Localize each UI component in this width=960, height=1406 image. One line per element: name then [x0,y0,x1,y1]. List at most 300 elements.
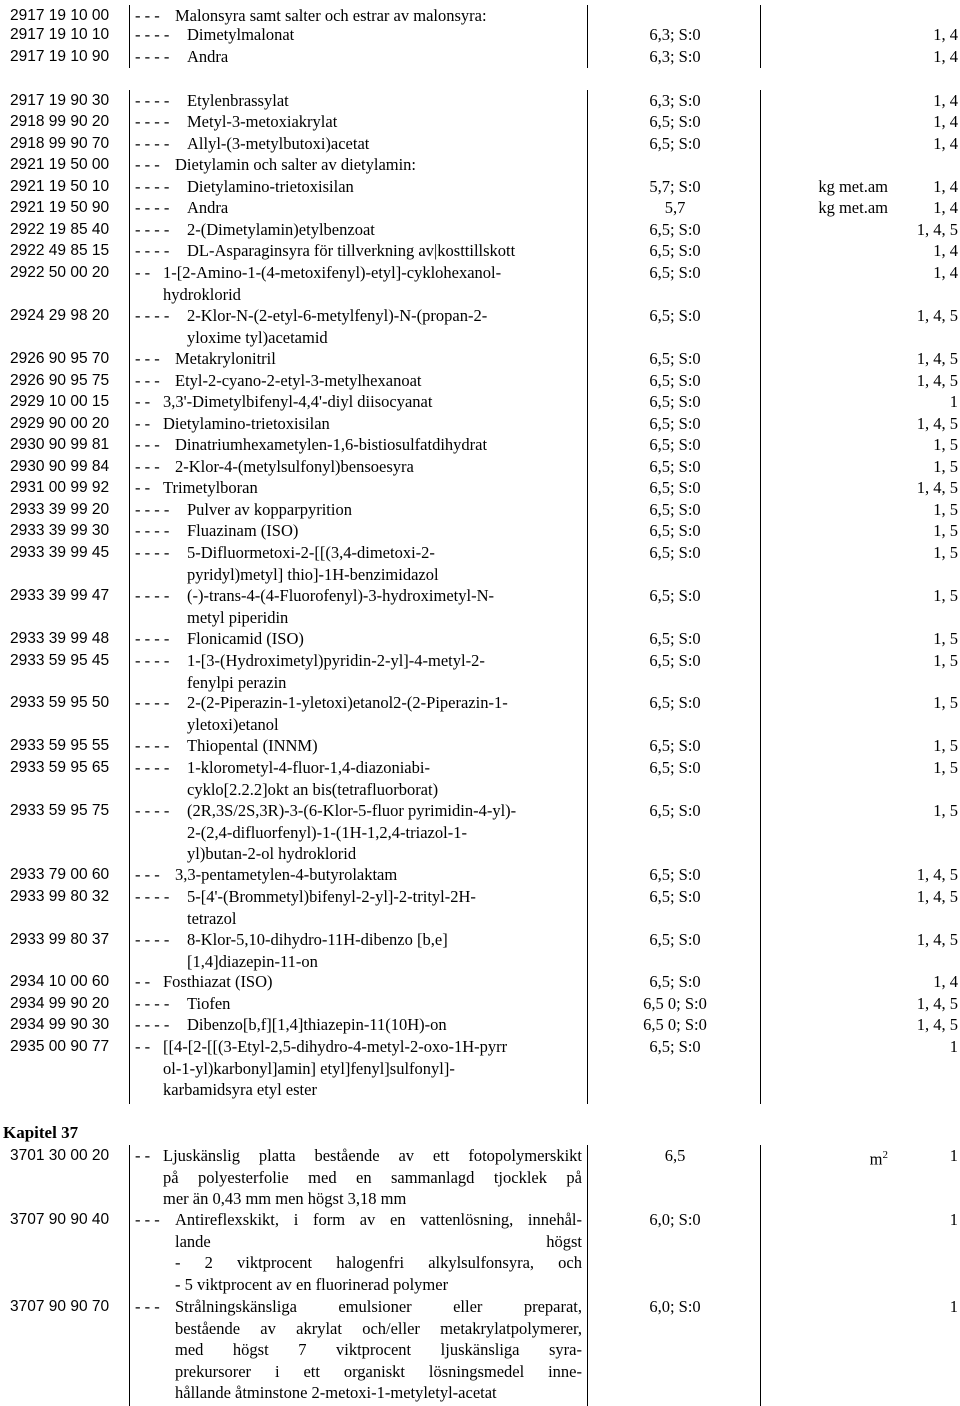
description-line: bestående av akrylat och/eller metakrylatpolymerer, [175,1318,582,1338]
column-rule [587,735,588,757]
footnote-refs: 1, 4, 5 [916,865,958,884]
column-rule [760,133,761,155]
column-rule [129,477,130,499]
column-rule [587,864,588,886]
footnote-refs: 1, 5 [933,758,958,777]
indent-dashes: - - - - [135,693,170,712]
description-line: - 5 viktprocent av en fluorinerad polymer [175,1274,449,1294]
indent-dashes: - - - - [135,91,170,110]
column-rule [129,1296,130,1406]
cn-code: 2917 19 10 00 [10,7,110,24]
column-rule [760,585,761,629]
column-rule [129,391,130,413]
footnote-refs: 1, 5 [933,543,958,562]
table-row [0,434,960,456]
description-line: Etylenbrassylat [187,91,289,110]
indent-dashes: - - - - [135,47,170,66]
duty-rate: 6,5; S:0 [649,500,701,519]
footnote-refs: 1, 4, 5 [916,1015,958,1034]
description-line: Allyl-(3-metylbutoxi)acetat [187,134,370,153]
goods-description [175,864,582,886]
description-line: 2-(2,4-difluorfenyl)-1-(1H-1,2,4-triazol-1- [187,822,467,842]
indent-dashes: - - - - [135,112,170,131]
goods-description [187,219,582,241]
duty-rate: 6,5; S:0 [649,586,701,605]
indent-dashes: - - - - [135,220,170,239]
duty-rate: 6,0; S:0 [649,1297,701,1316]
duty-rate: 6,3; S:0 [649,91,701,110]
column-rule [129,1145,130,1210]
column-rule [129,24,130,46]
column-rule [587,133,588,155]
footnote-refs: 1, 4, 5 [916,414,958,433]
footnote-refs: 1, 5 [933,500,958,519]
column-rule [587,24,588,46]
goods-description [187,735,582,757]
footnote-refs: 1, 4 [933,241,958,260]
column-rule [760,111,761,133]
indent-dashes: - - - - [135,543,170,562]
goods-description [187,800,582,865]
indent-dashes: - - - - [135,306,170,325]
column-rule [129,993,130,1015]
description-line: Fluazinam (ISO) [187,521,299,540]
indent-dashes: - - - [135,457,160,476]
column-rule [760,864,761,886]
goods-description [187,542,582,585]
column-rule [129,197,130,219]
cn-code: 2933 99 80 32 [10,888,110,905]
column-rule [760,90,761,112]
column-rule [129,262,130,306]
description-line: på polyesterfolie med en sammanlagd tjocklek på [163,1167,582,1187]
indent-dashes: - - - - [135,887,170,906]
footnote-refs: 1, 5 [933,801,958,820]
column-rule [587,240,588,262]
indent-dashes: - - [135,263,151,282]
footnote-refs: 1, 4 [933,47,958,66]
goods-description [187,993,582,1015]
description-line: fenylpi perazin [187,672,287,692]
description-line: Antireflexskikt, i form av en vattenlösning, innehål- [175,1210,582,1229]
description-line: 2-(2-Piperazin-1-yletoxi)etanol2-(2-Piperazin-1- [187,693,508,712]
column-rule [587,886,588,930]
supplementary-unit [770,197,888,219]
column-rule [760,650,761,694]
indent-dashes: - - - - [135,801,170,820]
cn-code: 2918 99 90 70 [10,135,110,152]
column-rule [760,434,761,456]
description-line: 3,3'-Dimetylbifenyl-4,4'-diyl diisocyanat [163,392,433,411]
cn-code: 2933 39 99 48 [10,630,110,647]
column-rule [129,1014,130,1036]
column-rule [760,24,761,46]
column-rule [760,348,761,370]
duty-rate: 6,3; S:0 [649,25,701,44]
goods-description [175,456,582,478]
cn-code: 2934 10 00 60 [10,973,110,990]
table-row [0,240,960,262]
footnote-refs: 1, 4 [933,25,958,44]
footnote-refs: 1, 5 [933,736,958,755]
goods-description [187,585,582,628]
table-row [0,520,960,542]
column-rule [587,929,588,973]
table-row [0,133,960,155]
column-rule [760,456,761,478]
column-rule [129,520,130,542]
duty-rate: 6,5; S:0 [649,220,701,239]
duty-rate: 6,5; S:0 [649,392,701,411]
column-rule [129,434,130,456]
column-rule [129,176,130,198]
duty-rate: 6,5; S:0 [649,865,701,884]
column-rule [587,90,588,112]
column-rule [129,585,130,629]
footnote-refs: 1, 4 [933,177,958,196]
indent-dashes: - - - [135,371,160,390]
table-row [0,348,960,370]
footnote-refs: 1 [949,1037,958,1056]
description-line: Andra [187,198,229,217]
footnote-refs: 1, 4, 5 [916,349,958,368]
description-line: hydroklorid [163,284,241,304]
description-line: Strålningskänsliga emulsioner eller preparat, [175,1297,582,1316]
description-line: Dimetylmalonat [187,25,295,44]
table-row [0,757,960,801]
description-line: Thiopental (INNM) [187,736,318,755]
column-rule [129,305,130,349]
footnote-refs: 1, 4, 5 [916,306,958,325]
column-rule [760,1209,761,1296]
footnote-refs: 1, 4 [933,972,958,991]
description-line: ol-1-yl)karbonyl]amin] etyl]fenyl]sulfonyl]- [163,1058,455,1078]
cn-code: 2917 19 10 10 [10,26,110,43]
cn-code: 2917 19 90 30 [10,92,110,109]
table-row [0,456,960,478]
indent-dashes: - - - [135,435,160,454]
column-rule [129,800,130,865]
goods-description [187,90,582,112]
cn-code: 2930 90 99 84 [10,458,110,475]
cn-code: 2924 29 98 20 [10,307,110,324]
table-row [0,477,960,499]
table-row [0,971,960,993]
cn-code: 2934 99 90 20 [10,995,110,1012]
table-row [0,154,960,176]
column-rule [129,348,130,370]
column-rule [760,370,761,392]
cn-code: 2933 59 95 50 [10,694,110,711]
indent-dashes: - - - - [135,930,170,949]
column-rule [587,46,588,68]
column-rule [587,993,588,1015]
duty-rate: 6,0; S:0 [649,1210,701,1229]
indent-dashes: - - - [135,1210,160,1229]
goods-description [163,1145,582,1210]
column-rule [760,477,761,499]
cn-code: 2918 99 90 20 [10,113,110,130]
column-rule [760,886,761,930]
footnote-refs: 1, 4, 5 [916,478,958,497]
cn-code: 3707 90 90 70 [10,1298,110,1315]
description-line: Malonsyra samt salter och estrar av malonsyra: [175,6,487,25]
description-line: Etyl-2-cyano-2-etyl-3-metylhexanoat [175,371,422,390]
column-rule [760,993,761,1015]
description-line: Flonicamid (ISO) [187,629,304,648]
column-rule [760,1036,761,1104]
column-rule [760,413,761,435]
indent-dashes: - - - [135,6,160,25]
description-line: 2-(Dimetylamin)etylbenzoat [187,220,375,239]
table-row [0,413,960,435]
description-line: 5-[4'-(Brommetyl)bifenyl-2-yl]-2-trityl-2H- [187,887,476,906]
description-line: yl)butan-2-ol hydroklorid [187,844,357,863]
column-rule [587,585,588,629]
column-rule [587,628,588,650]
cn-code: 2921 19 50 90 [10,199,110,216]
footnote-refs: 1, 4, 5 [916,220,958,239]
indent-dashes: - - [135,1037,151,1056]
table-row [0,1209,960,1296]
table-row [0,219,960,241]
duty-rate: 6,5; S:0 [649,241,701,260]
duty-rate: 6,5; S:0 [649,651,701,670]
description-line: karbamidsyra etyl ester [163,1080,317,1099]
table-row [0,370,960,392]
cn-code: 2921 19 50 00 [10,156,110,173]
description-line: mer än 0,43 mm men högst 3,18 mm [163,1189,407,1209]
footnote-refs: 1, 5 [933,435,958,454]
goods-description [187,628,582,650]
indent-dashes: - - - - [135,629,170,648]
column-rule [587,391,588,413]
goods-description [163,391,582,413]
unit-text: kg met.am [818,177,888,196]
column-rule [760,971,761,993]
goods-description [187,197,582,219]
description-line: tetrazol [187,908,237,928]
footnote-refs: 1 [949,1297,958,1316]
indent-dashes: - - - - [135,134,170,153]
indent-dashes: - - - - [135,736,170,755]
column-rule [587,434,588,456]
footnote-refs: 1, 5 [933,651,958,670]
table-row [0,628,960,650]
column-rule [760,542,761,586]
footnote-refs: 1 [949,1146,958,1165]
table-row [0,800,960,865]
description-line: [1,4]diazepin-11-on [187,951,318,971]
column-rule [587,197,588,219]
table-row [0,499,960,521]
column-rule [760,305,761,349]
table-row [0,305,960,349]
description-line: Dietylamin och salter av dietylamin: [175,155,417,174]
column-rule [760,262,761,306]
duty-rate: 6,5; S:0 [649,972,701,991]
description-line: 1-[3-(Hydroximetyl)pyridin-2-yl]-4-metyl-2- [187,651,485,670]
unit-text: m [869,1149,883,1169]
column-rule [587,499,588,521]
duty-rate: 6,5; S:0 [649,801,701,820]
description-line: Fosthiazat (ISO) [163,972,273,991]
description-line: Andra [187,47,229,66]
duty-rate: 6,5 0; S:0 [643,994,707,1013]
table-row [0,391,960,413]
goods-description [187,520,582,542]
column-rule [587,413,588,435]
footnote-refs: 1, 4 [933,91,958,110]
description-line: yletoxi)etanol [187,714,279,734]
goods-description [163,1036,582,1101]
table-row [0,864,960,886]
duty-rate: 6,5; S:0 [649,736,701,755]
duty-rate: 6,5; S:0 [649,349,701,368]
cn-code: 2933 39 99 47 [10,587,110,604]
column-rule [129,886,130,930]
cn-code: 2933 39 99 45 [10,544,110,561]
column-rule [129,90,130,112]
column-rule [587,542,588,586]
column-rule [129,757,130,801]
description-line: cyklo[2.2.2]okt an bis(tetrafluorborat) [187,779,439,799]
column-rule [587,520,588,542]
goods-description [187,24,582,46]
column-rule [760,46,761,68]
column-rule [129,735,130,757]
cn-code: 2933 39 99 20 [10,501,110,518]
column-rule [129,1209,130,1296]
table-row [0,650,960,694]
duty-rate: 6,5; S:0 [649,693,701,712]
column-rule [587,154,588,176]
indent-dashes: - - - - [135,1015,170,1034]
footnote-refs: 1, 5 [933,457,958,476]
column-rule [760,176,761,198]
goods-description [175,154,582,176]
description-line: [[4-[2-[[(3-Etyl-2,5-dihydro-4-metyl-2-oxo-1H-pyrr [163,1037,508,1056]
footnote-refs: 1 [949,392,958,411]
description-line: 2-Klor-N-(2-etyl-6-metylfenyl)-N-(propan-2- [187,306,488,325]
table-row [0,90,960,112]
goods-description [187,650,582,693]
cn-code: 2934 99 90 30 [10,1016,110,1033]
column-rule [587,1145,588,1210]
duty-rate: 6,5; S:0 [649,134,701,153]
column-rule [760,628,761,650]
goods-description [187,1014,582,1036]
cn-code: 2931 00 99 92 [10,479,110,496]
table-row [0,735,960,757]
column-rule [587,370,588,392]
table-row [0,111,960,133]
duty-rate: 6,5; S:0 [649,306,701,325]
description-line: Pulver av kopparpyrition [187,500,352,519]
column-rule [760,197,761,219]
description-line: metyl piperidin [187,607,289,627]
duty-rate: 6,5; S:0 [649,478,701,497]
column-rule [587,111,588,133]
column-rule [129,456,130,478]
column-rule [760,800,761,865]
table-row [0,542,960,586]
table-row [0,886,960,930]
column-rule [760,391,761,413]
goods-description [163,262,582,305]
goods-description [187,46,582,68]
duty-rate: 6,5; S:0 [649,1037,701,1056]
description-line: yloxime tyl)acetamid [187,327,328,347]
footnote-refs: 1, 4 [933,263,958,282]
description-line: med högst 7 viktprocent ljuskänsliga syra- [175,1340,582,1360]
table-row [0,1296,960,1406]
cn-code: 2929 10 00 15 [10,393,110,410]
footnote-refs: 1, 4 [933,198,958,217]
footnote-refs: 1, 5 [933,586,958,605]
table-row [0,692,960,736]
column-rule [129,692,130,736]
cn-code: 2933 59 95 55 [10,737,110,754]
description-line: Metyl-3-metoxiakrylat [187,112,338,131]
indent-dashes: - - - - [135,651,170,670]
description-line: Trimetylboran [163,478,258,497]
description-line: 2-Klor-4-(metylsulfonyl)bensoesyra [175,457,414,476]
column-rule [129,628,130,650]
description-line: pyridyl)metyl] thio]-1H-benzimidazol [187,564,439,584]
duty-rate: 6,5; S:0 [649,112,701,131]
column-rule [129,111,130,133]
duty-rate: 6,5 0; S:0 [643,1015,707,1034]
footnote-refs: 1, 4, 5 [916,371,958,390]
cn-code: 2933 59 95 45 [10,652,110,669]
cn-code: 2929 90 00 20 [10,415,110,432]
column-rule [760,929,761,973]
goods-description [187,176,582,198]
table-row [0,176,960,198]
indent-dashes: - - - - [135,241,170,260]
description-line: hållande åtminstone 2-metoxi-1-metyletyl-acetat [175,1383,497,1403]
column-rule [587,262,588,306]
description-line: Dietylamino-trietoxisilan [187,177,354,196]
indent-dashes: - - - [135,155,160,174]
footnote-refs: 1, 5 [933,521,958,540]
footnote-refs: 1, 5 [933,629,958,648]
goods-description [175,370,582,392]
description-line: prekursorer i ett organiskt lösningsmedel inne- [175,1361,582,1381]
column-rule [129,154,130,176]
description-line: DL-Asparaginsyra för tillverkning av|kosttillskott [187,241,516,260]
footnote-refs: 1, 4 [933,134,958,153]
cn-code: 2930 90 99 81 [10,436,110,453]
goods-description [163,971,582,993]
goods-description [175,1209,582,1295]
goods-description [187,499,582,521]
cn-code: 2935 00 90 77 [10,1038,110,1055]
description-line: - 2 viktprocent halogenfri alkylsulfonsyra, och [175,1253,582,1273]
table-row [0,929,960,973]
goods-description [187,133,582,155]
description-line: Tiofen [187,994,231,1013]
table-row [0,262,960,306]
supplementary-unit [770,1145,888,1170]
table-row [0,1036,960,1104]
column-rule [587,1036,588,1104]
indent-dashes: - - - [135,865,160,884]
column-rule [129,971,130,993]
indent-dashes: - - - - [135,25,170,44]
duty-rate: 6,5; S:0 [649,263,701,282]
